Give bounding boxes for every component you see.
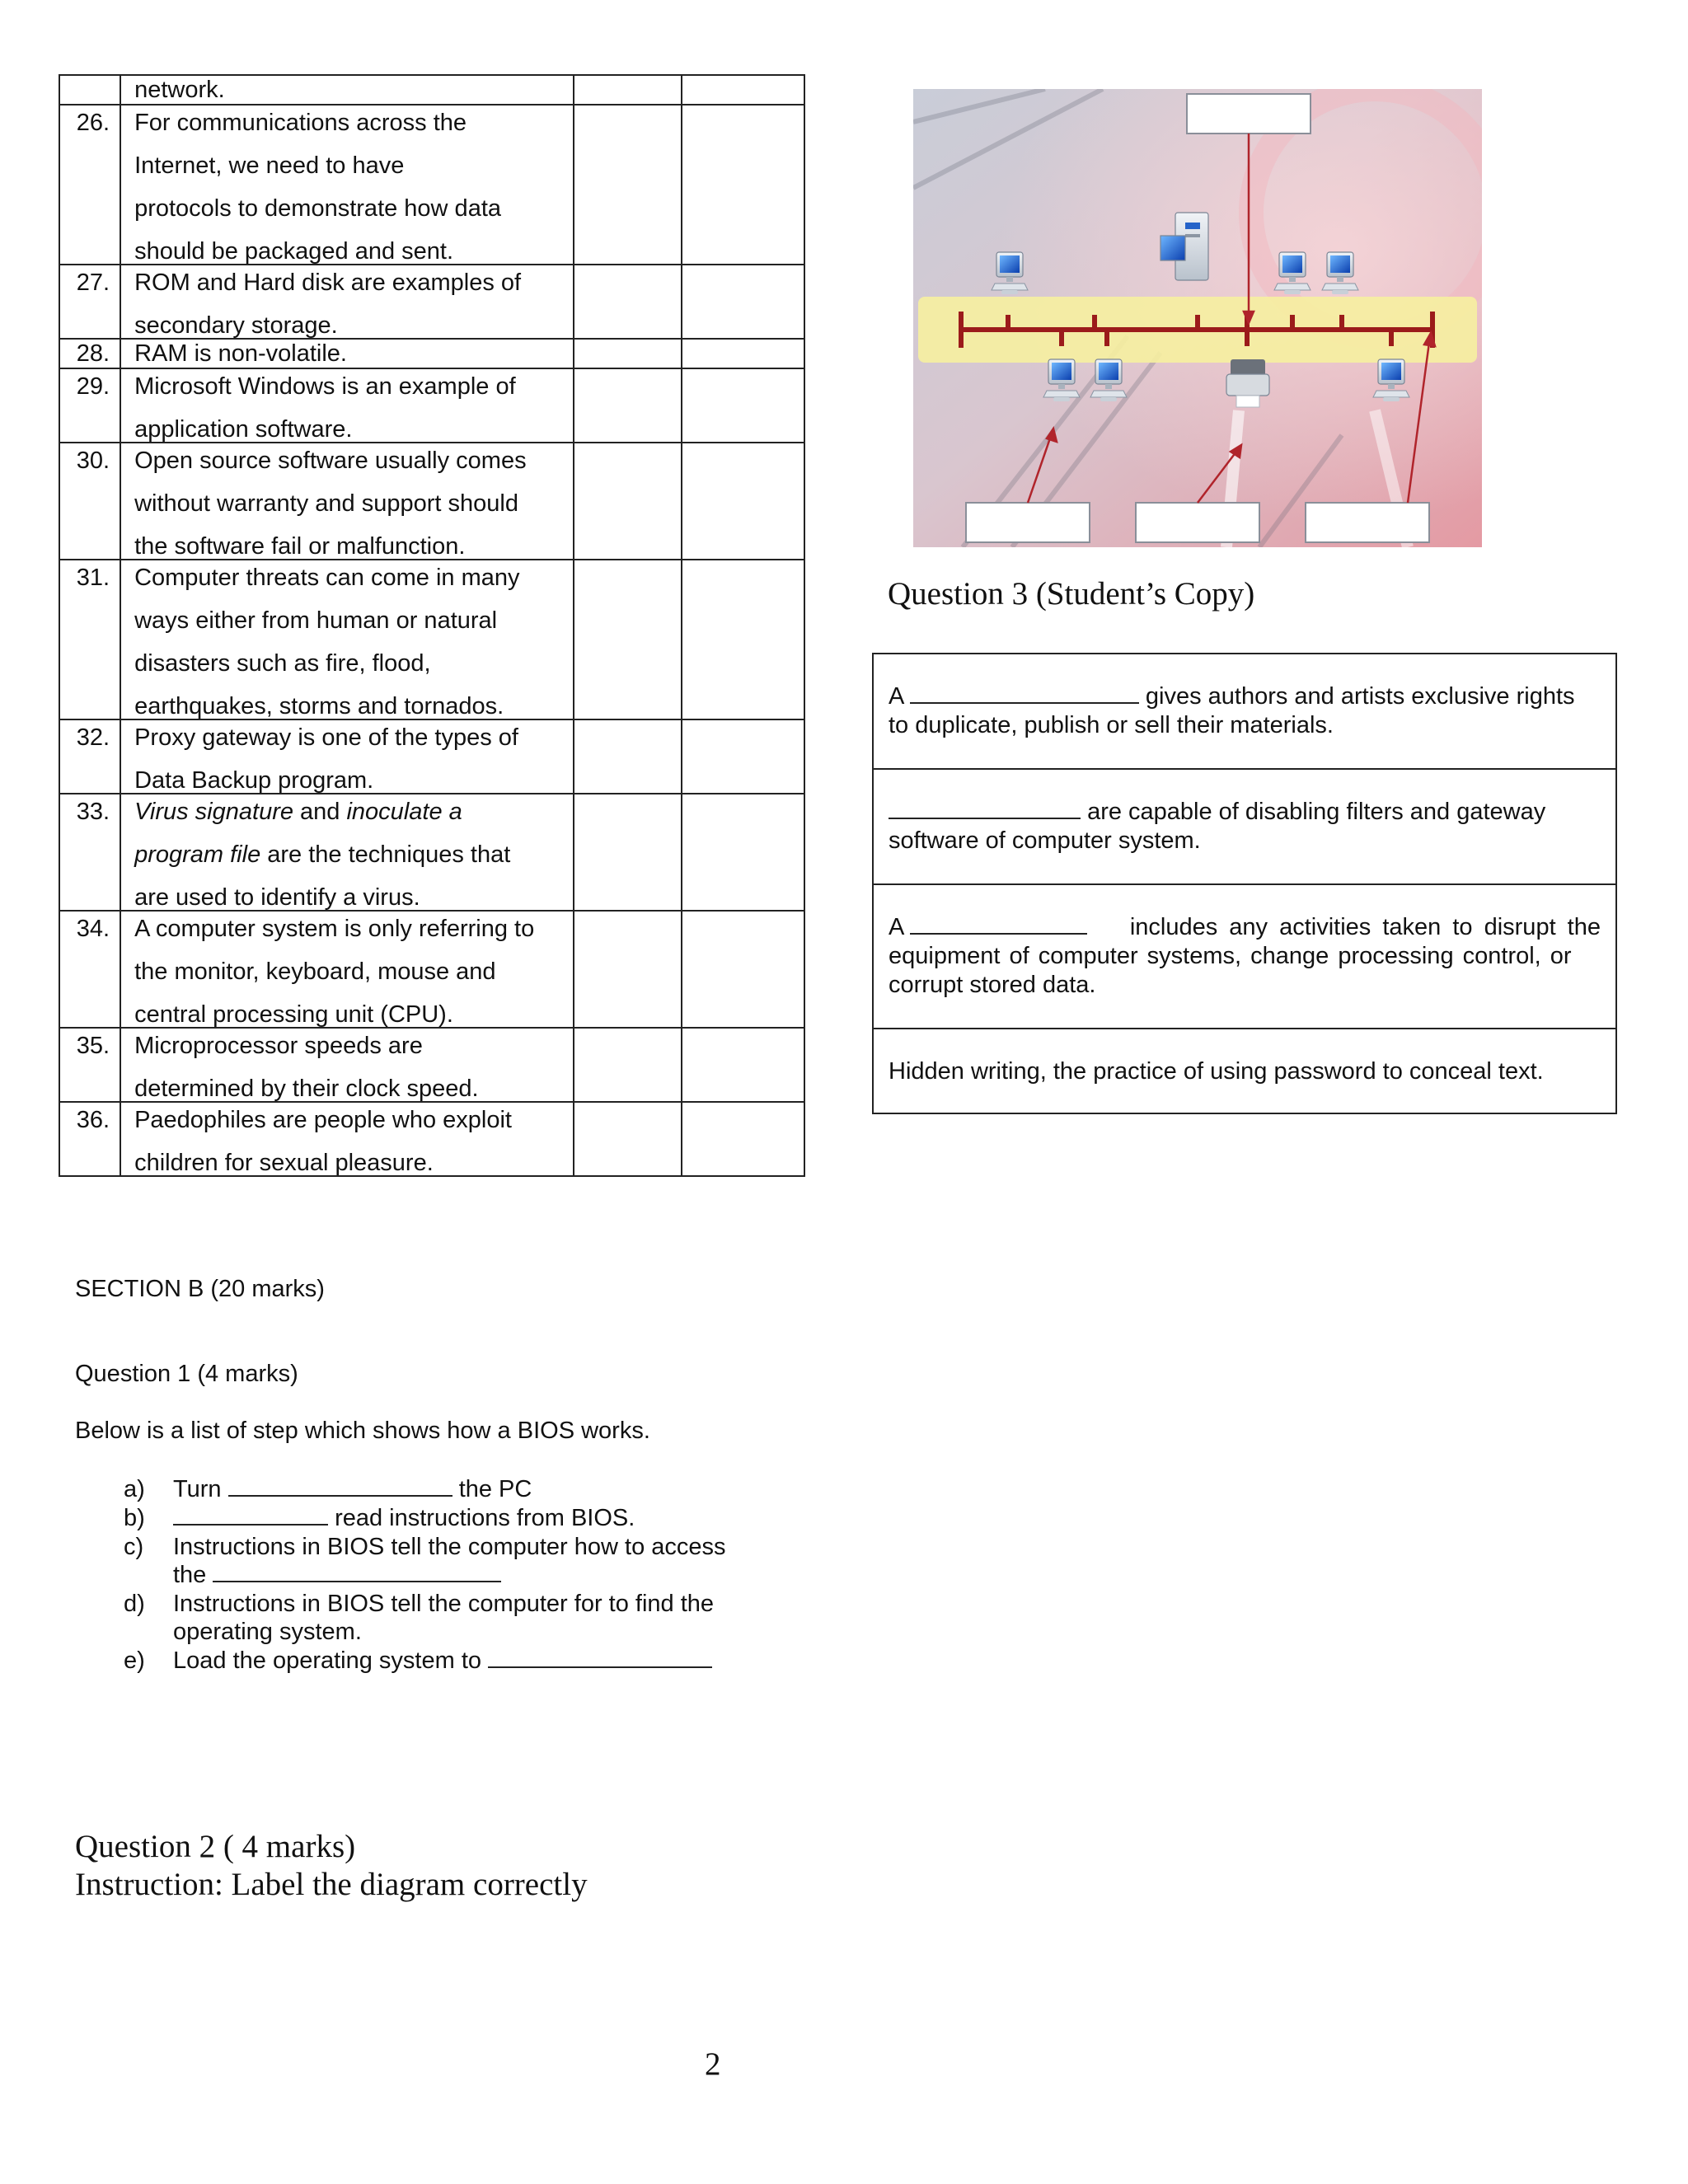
row-number: 36.	[59, 1102, 120, 1176]
statement-line: ways either from human or natural	[134, 607, 498, 634]
network-bus-diagram	[913, 89, 1482, 547]
q3-item-3-pre: A	[889, 914, 903, 940]
page-number: 2	[705, 2046, 721, 2082]
answer-cell-false[interactable]	[682, 105, 804, 265]
q3-blank-2[interactable]	[889, 798, 1081, 819]
statement-line: secondary storage.	[134, 312, 338, 339]
table-row	[59, 105, 804, 265]
row-number	[59, 75, 120, 105]
q3-item-1-line2: to duplicate, publish or sell their materials.	[889, 712, 1334, 738]
row-number: 35.	[59, 1028, 120, 1102]
statement-line: Paedophiles are people who exploit	[134, 1107, 512, 1133]
answer-cell-true[interactable]	[574, 1102, 682, 1176]
row-number: 34.	[59, 911, 120, 1028]
computer-top-3	[1274, 252, 1311, 294]
question-1-intro: Below is a list of step which shows how a BIOS works.	[75, 1418, 650, 1444]
answer-cell-false[interactable]	[682, 265, 804, 339]
table-row	[59, 794, 804, 911]
statement-cell	[120, 560, 574, 719]
statement-line: Computer threats can come in many	[134, 565, 520, 591]
step-e-blank[interactable]	[488, 1647, 712, 1668]
statement-line: Data Backup program.	[134, 767, 374, 794]
statement-cell	[120, 1028, 574, 1102]
statement-cell	[120, 339, 574, 368]
computer-bottom-3	[1373, 359, 1409, 401]
statement-line: Proxy gateway is one of the types of	[134, 724, 518, 751]
statement-line: RAM is non-volatile.	[134, 340, 347, 367]
table-row	[59, 1102, 804, 1176]
answer-cell-false[interactable]	[682, 911, 804, 1028]
statement-cell	[120, 719, 574, 794]
statement-line: the monitor, keyboard, mouse and	[134, 958, 496, 985]
statement-cell	[120, 265, 574, 339]
statement-line: Microprocessor speeds are	[134, 1033, 423, 1059]
computer-top-1	[992, 252, 1028, 294]
step-a-blank[interactable]	[228, 1475, 452, 1497]
row-number: 26.	[59, 105, 120, 265]
statement-line: program file are the techniques that	[134, 841, 511, 868]
step-b-blank[interactable]	[173, 1504, 328, 1526]
row-number: 27.	[59, 265, 120, 339]
statement-line: Microsoft Windows is an example of	[134, 373, 516, 400]
q3-item-3	[874, 885, 1615, 1029]
statement-line: the software fail or malfunction.	[134, 533, 466, 560]
statement-line: determined by their clock speed.	[134, 1076, 479, 1102]
computer-bottom-2	[1090, 359, 1127, 401]
question-1-heading: Question 1 (4 marks)	[75, 1361, 298, 1387]
table-row	[59, 1028, 804, 1102]
question-2-heading: Question 2 ( 4 marks)	[75, 1829, 356, 1864]
q3-item-2-post: are capable of disabling filters and gateway	[1087, 799, 1546, 825]
answer-cell-false[interactable]	[682, 443, 804, 560]
statement-cell	[120, 368, 574, 443]
table-row	[59, 719, 804, 794]
answer-cell-true[interactable]	[574, 105, 682, 265]
statement-line: ROM and Hard disk are examples of	[134, 269, 522, 296]
statement-line: Internet, we need to have	[134, 152, 405, 179]
table-row	[59, 265, 804, 339]
q3-item-1-pre: A	[889, 683, 903, 710]
statement-cell	[120, 443, 574, 560]
label-box-bottom-left[interactable]	[966, 503, 1090, 542]
answer-cell-false[interactable]	[682, 339, 804, 368]
answer-cell-false[interactable]	[682, 368, 804, 443]
statement-line: are used to identify a virus.	[134, 884, 420, 911]
q3-item-3-line2: equipment of computer systems, change processing control, or	[889, 943, 1572, 969]
statement-line: application software.	[134, 416, 353, 443]
q3-blank-1[interactable]	[910, 682, 1139, 704]
statement-line: Virus signature and inoculate a	[134, 799, 462, 825]
answer-cell-true[interactable]	[574, 265, 682, 339]
question-3-box	[872, 653, 1617, 1114]
statement-cell	[120, 911, 574, 1028]
statement-cell	[120, 105, 574, 265]
statement-line: protocols to demonstrate how data	[134, 195, 502, 222]
step-c-blank[interactable]	[213, 1561, 501, 1582]
true-false-table	[59, 74, 805, 1177]
statement-line: For communications across the	[134, 110, 467, 136]
q3-item-4	[874, 1029, 1615, 1114]
answer-cell-false[interactable]	[682, 560, 804, 719]
table-row	[59, 368, 804, 443]
answer-cell-true[interactable]	[574, 75, 682, 105]
table-row	[59, 443, 804, 560]
answer-cell-false[interactable]	[682, 719, 804, 794]
statement-cell	[120, 1102, 574, 1176]
table-row	[59, 911, 804, 1028]
question-3-title: Question 3 (Student’s Copy)	[888, 576, 1255, 612]
answer-cell-false[interactable]	[682, 794, 804, 911]
row-number: 32.	[59, 719, 120, 794]
statement-line: network.	[134, 77, 225, 103]
row-number: 33.	[59, 794, 120, 911]
table-row	[59, 75, 804, 105]
statement-line: Open source software usually comes	[134, 448, 527, 474]
q3-item-2	[874, 770, 1615, 885]
label-box-top[interactable]	[1187, 94, 1311, 134]
statement-line: children for sexual pleasure.	[134, 1150, 434, 1176]
answer-cell-false[interactable]	[682, 75, 804, 105]
q3-item-1	[874, 654, 1615, 770]
answer-cell-true[interactable]	[574, 368, 682, 443]
q3-item-2-line2: software of computer system.	[889, 827, 1201, 854]
answer-cell-true[interactable]	[574, 443, 682, 560]
statement-cell	[120, 794, 574, 911]
answer-cell-true[interactable]	[574, 719, 682, 794]
computer-bottom-1	[1043, 359, 1080, 401]
answer-cell-false[interactable]	[682, 1028, 804, 1102]
statement-line: without warranty and support should	[134, 490, 518, 517]
q3-blank-3[interactable]	[910, 913, 1087, 935]
row-number: 30.	[59, 443, 120, 560]
answer-cell-true[interactable]	[574, 794, 682, 911]
statement-line: should be packaged and sent.	[134, 238, 454, 265]
label-box-bottom-right[interactable]	[1306, 503, 1429, 542]
row-number: 28.	[59, 339, 120, 368]
answer-cell-true[interactable]	[574, 1028, 682, 1102]
statement-cell	[120, 75, 574, 105]
table-row	[59, 560, 804, 719]
q3-item-3-post: includes any activities taken to disrupt the	[1129, 914, 1601, 940]
label-box-bottom-middle[interactable]	[1136, 503, 1259, 542]
row-number: 29.	[59, 368, 120, 443]
answer-cell-true[interactable]	[574, 560, 682, 719]
q3-item-3-line3: corrupt stored data.	[889, 972, 1096, 998]
statement-line: central processing unit (CPU).	[134, 1001, 453, 1028]
row-number: 31.	[59, 560, 120, 719]
q3-item-4-text: Hidden writing, the practice of using password to conceal text.	[889, 1058, 1544, 1085]
q3-item-1-post: gives authors and artists exclusive rights	[1145, 683, 1575, 710]
statement-line: disasters such as fire, flood,	[134, 650, 431, 677]
answer-cell-true[interactable]	[574, 339, 682, 368]
table-row	[59, 339, 804, 368]
statement-line: earthquakes, storms and tornados.	[134, 693, 504, 719]
question-2-instruction: Instruction: Label the diagram correctly	[75, 1867, 588, 1902]
answer-cell-true[interactable]	[574, 911, 682, 1028]
answer-cell-false[interactable]	[682, 1102, 804, 1176]
statement-line: A computer system is only referring to	[134, 916, 535, 942]
section-b-heading: SECTION B (20 marks)	[75, 1276, 325, 1302]
computer-top-4	[1322, 252, 1358, 294]
